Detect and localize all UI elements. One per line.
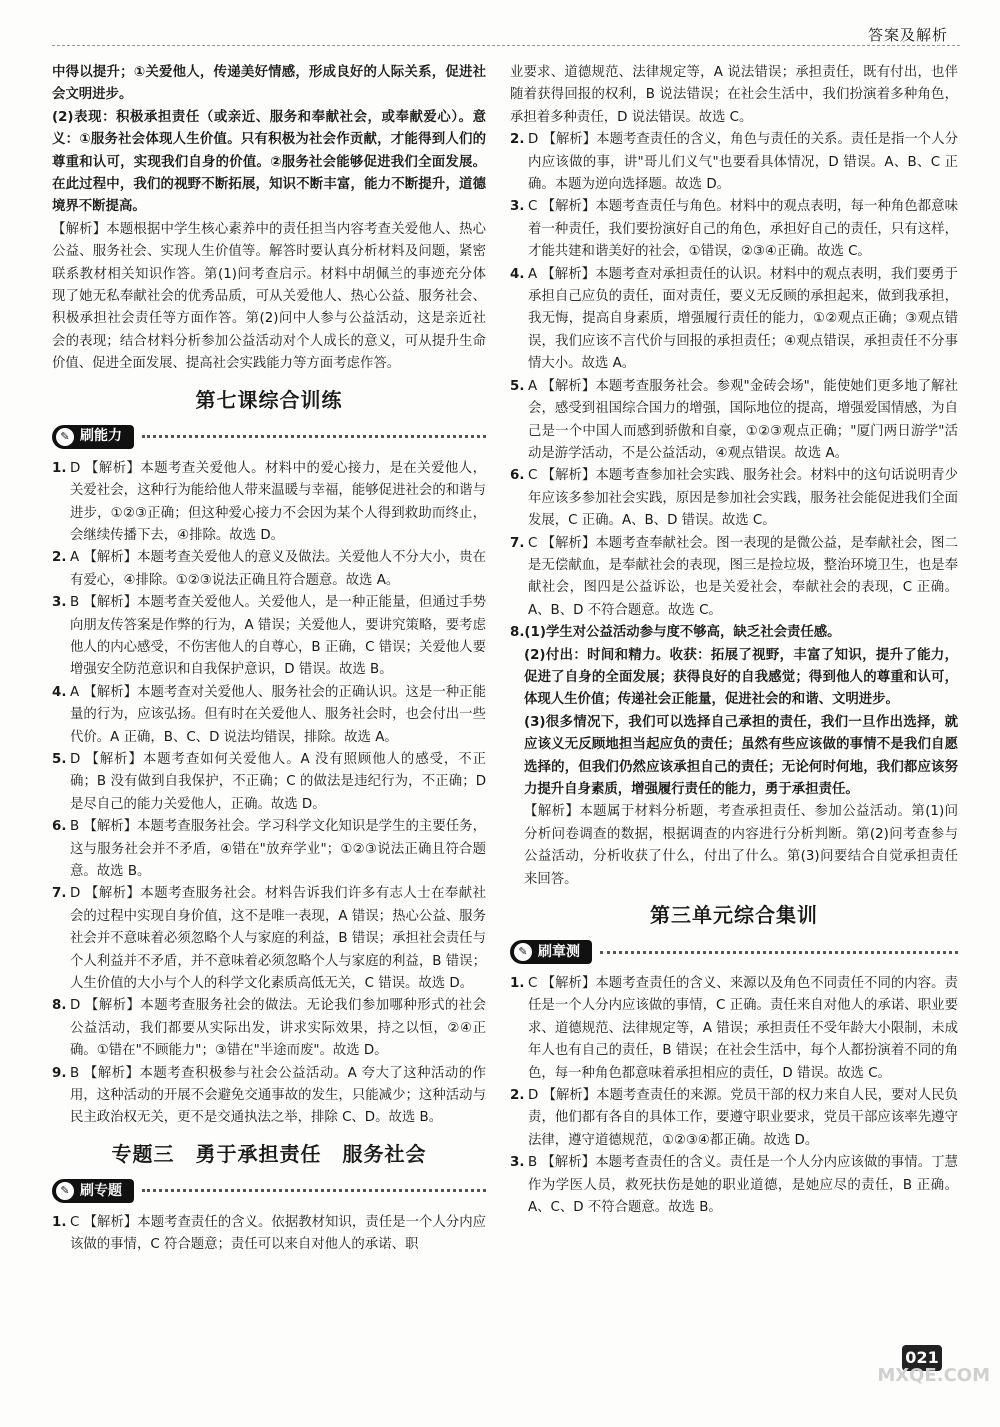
- answer-paragraph: 8.(1)学生对公益活动参与度不够高，缺乏社会责任感。: [510, 625, 841, 641]
- answer-text: B 【解析】本题考查责任的含义。责任是一个人分内应该做的事情。丁慧作为学医人员，救死扶伤是她的职业道德，是她应尽的责任，B 正确。A、C、D 不符合题意。故选 B。: [528, 1155, 958, 1216]
- answer-item: [510, 465, 958, 532]
- answer-item: [52, 883, 486, 995]
- tag-row-chapter-test: [510, 937, 958, 967]
- topic3-answers: [52, 1212, 486, 1257]
- answer-number: 2.: [510, 132, 525, 148]
- answer-number: 2.: [510, 1088, 525, 1104]
- answer-item: [52, 592, 486, 682]
- answer-text: C 【解析】本题考查责任的含义、来源以及角色不同责任不同的内容。责任是一个人分内应该做的事情，C 正确。责任来自对他人的承诺、职业要求、道德规范、法律规定等，A 错误；承担责任不受年龄大小限制，未成年人也有自己的责任，B 错误；在社会生活中，每个人都扮演着不同的角色，每一种角色都意味着承担相应的责任，D 错误。故选 C。: [528, 976, 958, 1081]
- watermark-logo: MXQE.COM: [877, 1365, 990, 1386]
- topic3-answers-cont: [510, 129, 958, 622]
- answer-number: 1.: [510, 976, 525, 992]
- answer-paragraph: 【解析】本题根据中学生核心素养中的责任担当内容考查关爱他人、热心公益、服务社会、实现人生价值等。解答时要认真分析材料及问题，紧密联系教材相关知识作答。第(1)问考查启示。材料中胡佩兰的事迹充分体现了她无私奉献社会的优秀品质，可从关爱他人、热心公益、服务社会、积极承担社会责任等方面作答。第(2)问中人参与公益活动，这是亲近社会的表现；结合材料分析参加公益活动对个人成长的意义，可从提升生命价值、促进全面发展、提高社会实践能力等方面考虑作答。: [52, 221, 486, 372]
- answer-number: 4.: [510, 266, 525, 282]
- right-column: [510, 62, 958, 1220]
- answer-text: C 【解析】本题考查责任与角色。材料中的观点表明，每一种角色都意味着一种责任，我们要扮演好自己的角色，承担好自己的责任，只有这样，才能共建和谐美好的社会，①错误，②③④正确。故选 C。: [528, 199, 958, 260]
- answer-item: [52, 995, 486, 1062]
- section-title-topic3: 专题三 勇于承担责任 服务社会: [111, 1141, 427, 1166]
- answer-number: 8.: [52, 998, 67, 1014]
- answer-number: 3.: [510, 1155, 525, 1171]
- tag-topic: ✎ 刷专题: [52, 1179, 134, 1203]
- answer-number: 7.: [52, 886, 67, 902]
- answer-item: [510, 129, 958, 196]
- answer-item: [510, 264, 958, 376]
- answer-number: 5.: [52, 751, 67, 767]
- answer-number: 6.: [52, 819, 67, 835]
- tag-chapter-test: ✎ 刷章测: [510, 940, 592, 964]
- pencil-icon: ✎: [514, 943, 532, 961]
- answer-item: [52, 547, 486, 592]
- intro-answers: [52, 62, 486, 376]
- lesson7-answers: [52, 458, 486, 1130]
- answer-text: C 【解析】本题考查奉献社会。图一表现的是微公益，是奉献社会，图二是无偿献血，是奉献社会的表现，图三是捡垃圾，整治环境卫生，也是奉献社会，图四是公益诉讼，也是关爱社会，奉献社会的表现，C 正确。A、B、D 不符合题意。故选 C。: [528, 535, 958, 618]
- question8-answer: [510, 622, 958, 891]
- answer-item: [52, 458, 486, 548]
- answer-number: 3.: [52, 595, 67, 611]
- page-number: 021: [902, 1345, 942, 1371]
- answer-item: [510, 973, 958, 1085]
- dotted-divider: [600, 951, 958, 954]
- pencil-icon: ✎: [56, 428, 74, 446]
- answer-item: [52, 1212, 486, 1257]
- answer-paragraph: (2)表现：积极承担责任（或亲近、服务和奉献社会，或奉献爱心）。意义：①服务社会体现人生价值。只有积极为社会作贡献，才能得到人们的尊重和认可，实现我们自身的价值。②服务社会能够促进我们全面发展。在此过程中，我们的视野不断拓展，知识不断丰富，能力不断提升，道德境界不断提高。: [52, 109, 486, 215]
- answer-text: B 【解析】本题考查关爱他人。关爱他人，是一种正能量，但通过手势向朋友传答案是作弊的行为，A 错误；关爱他人，要讲究策略，要考虑他人的内心感受，不伤害他人的自尊心，B 正确，C 错误；关爱他人要增强安全防范意识和自我保护意识，D 错误。故选 B。: [70, 595, 486, 678]
- answer-item: [510, 196, 958, 263]
- answer-text: C 【解析】本题考查责任的含义。依据教材知识，责任是一个人分内应该做的事情，C 符合题意；责任可以来自对他人的承诺、职: [70, 1214, 486, 1253]
- answer-item: [52, 749, 486, 816]
- header-divider: [52, 45, 960, 46]
- answer-text: B 【解析】本题考查服务社会。学习科学文化知识是学生的主要任务，这与服务社会并不矛盾，④错在"放弃学业"；①②③说法正确且符合题意。故选 B。: [70, 819, 486, 879]
- answer-text: D 【解析】本题考查责任的含义，角色与责任的关系。责任是指一个人分内应该做的事，讲"哥儿们义气"也要看具体情况，D 错误。A、B、C 正确。本题为逆向选择题。故选 D。: [528, 132, 958, 193]
- answer-number: 6.: [510, 468, 525, 484]
- answer-text: D 【解析】本题考查责任的来源。党员干部的权力来自人民，要对人民负责，他们都有各自的具体工作，要遵守职业要求，党员干部应该率先遵守法律，遵守道德规范，①②③④都正确。故选 D。: [528, 1088, 958, 1148]
- answer-item: [510, 533, 958, 623]
- answer-text: D 【解析】本题考查服务社会的做法。无论我们参加哪种形式的社会公益活动，我们都要从实际出发，讲求实际效果，持之以恒，②④正确。①错在"不顾能力"；③错在"半途而废"。故选 D。: [70, 998, 486, 1059]
- answer-text: A 【解析】本题考查对关爱他人、服务社会的正确认识。这是一种正能量的行为，应该弘扬。但有时在关爱他人、服务社会时，也会付出一些代价。A 正确，B、C、D 说法均错误，排除。故选 A。: [70, 684, 486, 745]
- answer-number: 1.: [52, 1214, 67, 1230]
- unit3-answers: [510, 973, 958, 1219]
- answer-number: 7.: [510, 535, 525, 551]
- answer-text: D 【解析】本题考查关爱他人。材料中的爱心接力，是在关爱他人，关爱社会，这种行为能给他人带来温暖与幸福，能够促进社会的和谐与进步，①②③正确；但这种爱心接力不会因为某个人得到救助而终止，会继续传播下去，④排除。故选 D。: [70, 460, 486, 543]
- answer-number: 1.: [52, 460, 67, 476]
- dotted-divider: [142, 435, 486, 438]
- continued-answer: 业要求、道德规范、法律规定等，A 说法错误；承担责任，既有付出，也伴随着获得回报的权利，B 说法错误；在社会生活中，我们扮演着多种角色，承担着多种责任，D 说法错误。故选 C。: [510, 65, 958, 125]
- tag-row-topic: [52, 1176, 486, 1206]
- section-title-lesson7: 第七课综合训练: [195, 387, 343, 412]
- answer-text: A 【解析】本题考查服务社会。参观"金砖会场"，能使她们更多地了解社会，感受到祖国综合国力的增强，国际地位的提高，增强爱国情感，为自己是一个中国人而感到骄傲和自豪，①②③观点正确；"厦门两日游学"活动是游学活动，不是公益活动，④观点错误。故选 A。: [528, 378, 958, 461]
- answer-text: C 【解析】本题考查参加社会实践、服务社会。材料中的这句话说明青少年应该多参加社会实践，原因是参加社会实践，服务社会能促进我们全面发展，C 正确。A、B、D 错误。故选 C。: [528, 468, 958, 529]
- answer-paragraph: (3)很多情况下，我们可以选择自己承担的责任，我们一旦作出选择，就应该义无反顾地担当起应负的责任；虽然有些应该做的事情不是我们自愿选择的，但我们仍然应该承担自己的责任；无论何时何地，我们都应该努力提升自身素质，增强履行责任的能力，勇于承担责任。: [524, 714, 958, 797]
- tag-row-ability: [52, 422, 486, 452]
- answer-number: 9.: [52, 1065, 67, 1081]
- answer-text: B 【解析】本题考查积极参与社会公益活动。A 夸大了这种活动的作用，这种活动的开展不会避免交通事故的发生，只能减少；这种活动与民主政治权无关，更不是交通执法之举，排除 C、D。故选 B。: [70, 1065, 486, 1126]
- answer-paragraph: 中得以提升；①关爱他人，传递美好情感，形成良好的人际关系，促进社会文明进步。: [52, 65, 486, 103]
- answer-item: [510, 1152, 958, 1219]
- left-column: [52, 62, 486, 1257]
- answer-text: D 【解析】本题考查如何关爱他人。A 没有照顾他人的感受，不正确；B 没有做到自我保护，不正确；C 的做法是违纪行为，不正确；D 是尽自己的能力关爱他人，正确。故选 D。: [70, 751, 486, 812]
- header-section-label: 答案及解析: [867, 26, 948, 44]
- pencil-icon: ✎: [56, 1182, 74, 1200]
- answer-number: 4.: [52, 684, 67, 700]
- answer-item: [52, 1063, 486, 1130]
- tag-ability: ✎ 刷能力: [52, 425, 134, 449]
- answer-item: [510, 376, 958, 466]
- answer-text: A 【解析】本题考查关爱他人的意义及做法。关爱他人不分大小，贵在有爱心，④排除。①②③说法正确且符合题意。故选 A。: [70, 550, 486, 588]
- answer-text: D 【解析】本题考查服务社会。材料告诉我们许多有志人士在奉献社会的过程中实现自身价值，这不是唯一表现，A 错误；热心公益、服务社会并不意味着必须忽略个人与家庭的利益，B 错误；承担社会责任与个人利益并不矛盾，并不意味着必须忽略个人与家庭的利益，B 错误；人生价值的大小与个人的科学文化素质高低无关，C 错误。故选 D。: [70, 886, 486, 992]
- section-title-unit3: 第三单元综合集训: [650, 903, 818, 928]
- answer-item: [52, 682, 486, 749]
- answer-item: [510, 1085, 958, 1152]
- answer-paragraph: 【解析】本题属于材料分析题，考查承担责任、参加公益活动。第(1)问分析问卷调查的数据，根据调查的内容进行分析判断。第(2)问考查参与公益活动，分析收获了什么，付出了什么。第(3)问要结合自觉承担责任来回答。: [524, 804, 958, 887]
- answer-number: 2.: [52, 550, 67, 566]
- answer-number: 3.: [510, 199, 525, 215]
- answer-item: [52, 816, 486, 883]
- answer-paragraph: (2)付出：时间和精力。收获：拓展了视野，丰富了知识，提升了能力，促进了自身的全面发展；获得良好的自我感觉；得到他人的尊重和认可，体现人生价值；传递社会正能量，促进社会的和谐、文明进步。: [524, 647, 958, 708]
- answer-number: 5.: [510, 378, 525, 394]
- dotted-divider: [142, 1189, 486, 1192]
- answer-text: A 【解析】本题考查对承担责任的认识。材料中的观点表明，我们要勇于承担自己应负的责任，面对责任，要义无反顾的承担起来，做到我承担，我无悔，提高自身素质，增强履行责任的能力，①②观点正确；③观点错误，我们应该不言代价与回报的承担责任；④观点错误，承担责任不分事情大小。故选 A。: [528, 266, 958, 372]
